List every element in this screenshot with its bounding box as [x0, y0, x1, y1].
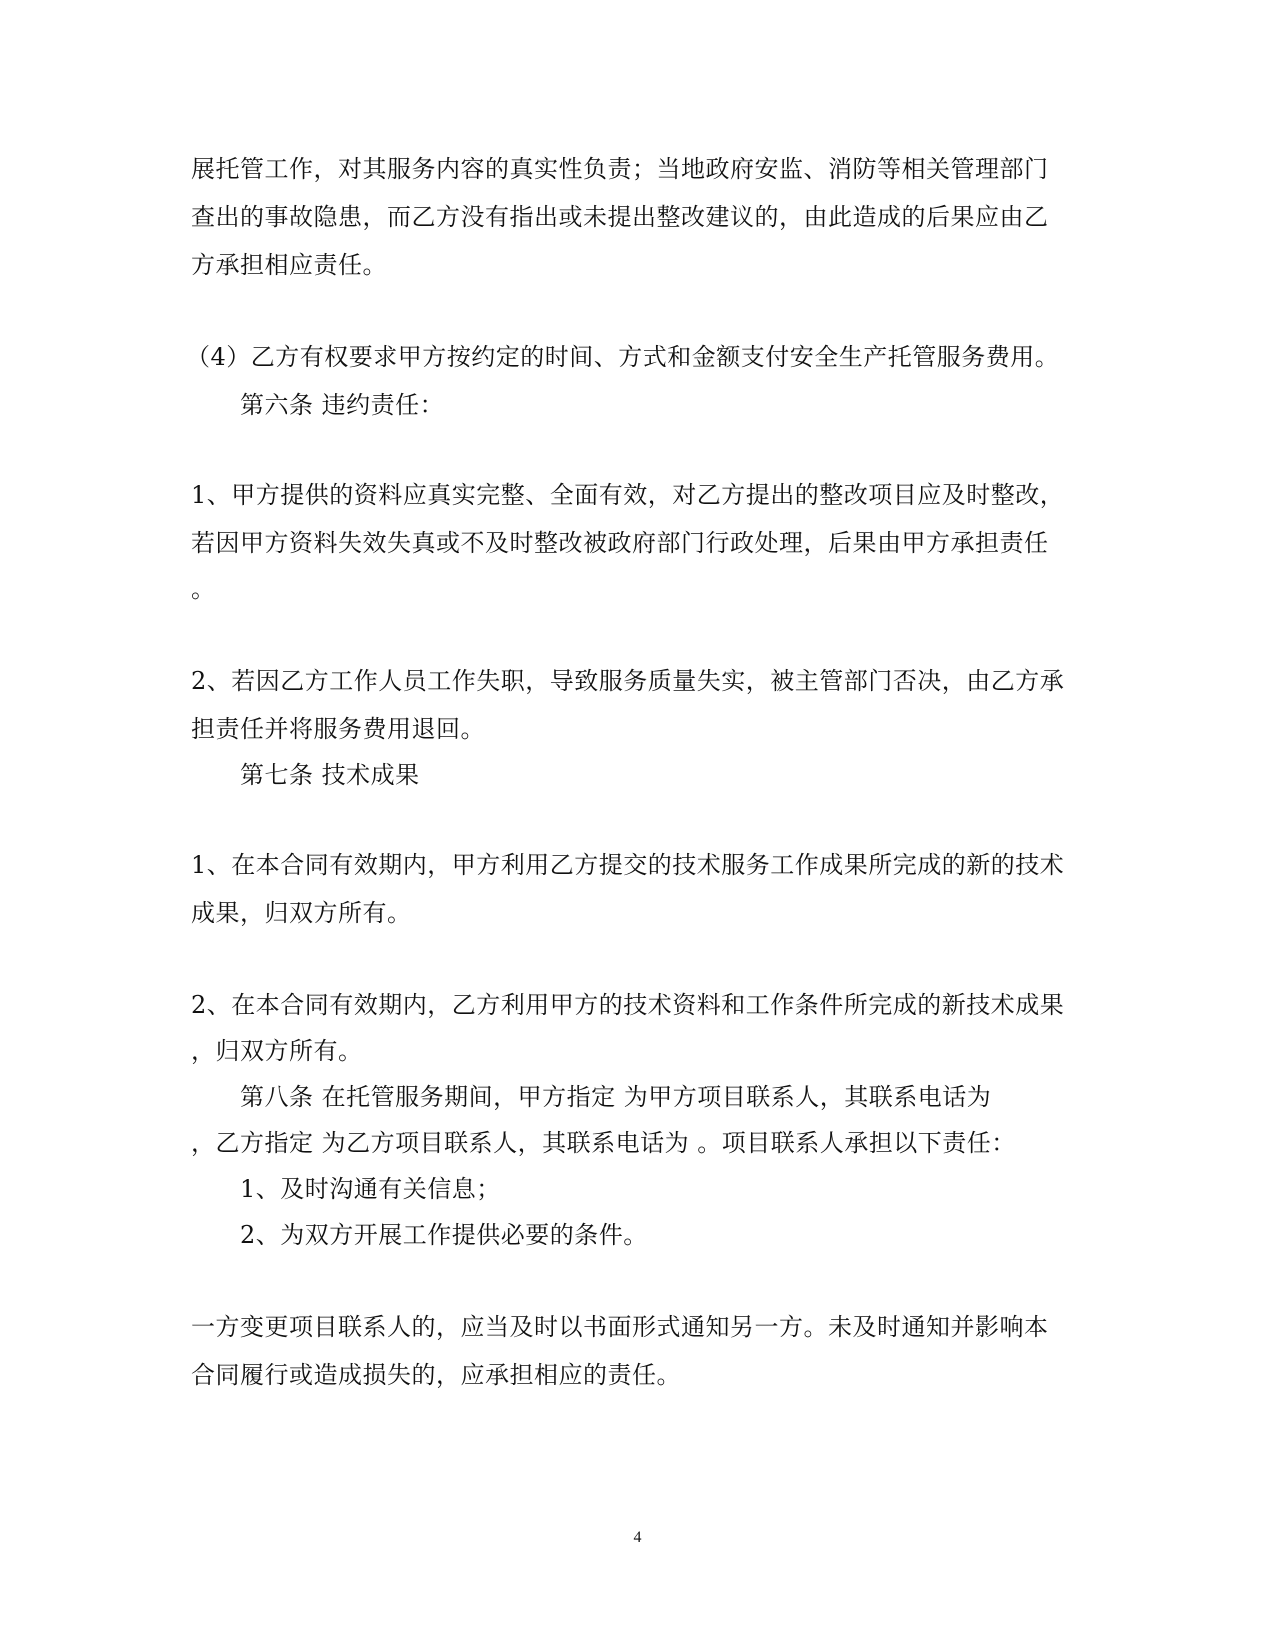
- paragraph-line: 合同履行或造成损失的，应承担相应的责任。: [191, 1361, 681, 1389]
- paragraph-line: 担责任并将服务费用退回。: [191, 715, 485, 743]
- article-heading: 第七条 技术成果: [240, 761, 420, 789]
- paragraph-line: ，乙方指定 为乙方项目联系人，其联系电话为 。项目联系人承担以下责任：: [191, 1129, 1016, 1157]
- paragraph-line: ，归双方所有。: [191, 1037, 363, 1065]
- paragraph-line: 查出的事故隐患，而乙方没有指出或未提出整改建议的，由此造成的后果应由乙: [191, 203, 1049, 231]
- paragraph-line: 若因甲方资料失效失真或不及时整改被政府部门行政处理，后果由甲方承担责任: [191, 529, 1049, 557]
- paragraph-line: 1、甲方提供的资料应真实完整、全面有效，对乙方提出的整改项目应及时整改，: [191, 481, 1065, 509]
- article-heading: 第六条 违约责任：: [240, 391, 445, 419]
- list-item: 1、及时沟通有关信息；: [240, 1175, 501, 1203]
- paragraph-line: 展托管工作，对其服务内容的真实性负责；当地政府安监、消防等相关管理部门: [191, 155, 1049, 183]
- paragraph-line: 。: [191, 575, 216, 603]
- paragraph-line: 2、在本合同有效期内，乙方利用甲方的技术资料和工作条件所完成的新技术成果: [191, 991, 1065, 1019]
- paragraph-line: 一方变更项目联系人的，应当及时以书面形式通知另一方。未及时通知并影响本: [191, 1313, 1049, 1341]
- paragraph-line: 1、在本合同有效期内，甲方利用乙方提交的技术服务工作成果所完成的新的技术: [191, 851, 1065, 879]
- page-number: 4: [633, 1529, 642, 1546]
- paragraph-line: 成果，归双方所有。: [191, 899, 412, 927]
- list-item: 2、为双方开展工作提供必要的条件。: [240, 1221, 648, 1249]
- paragraph-line: （4）乙方有权要求甲方按约定的时间、方式和金额支付安全生产托管服务费用。: [186, 343, 1060, 371]
- article-heading: 第八条 在托管服务期间，甲方指定 为甲方项目联系人，其联系电话为: [240, 1083, 992, 1111]
- paragraph-line: 2、若因乙方工作人员工作失职，导致服务质量失实，被主管部门否决，由乙方承: [191, 667, 1065, 695]
- paragraph-line: 方承担相应责任。: [191, 251, 387, 279]
